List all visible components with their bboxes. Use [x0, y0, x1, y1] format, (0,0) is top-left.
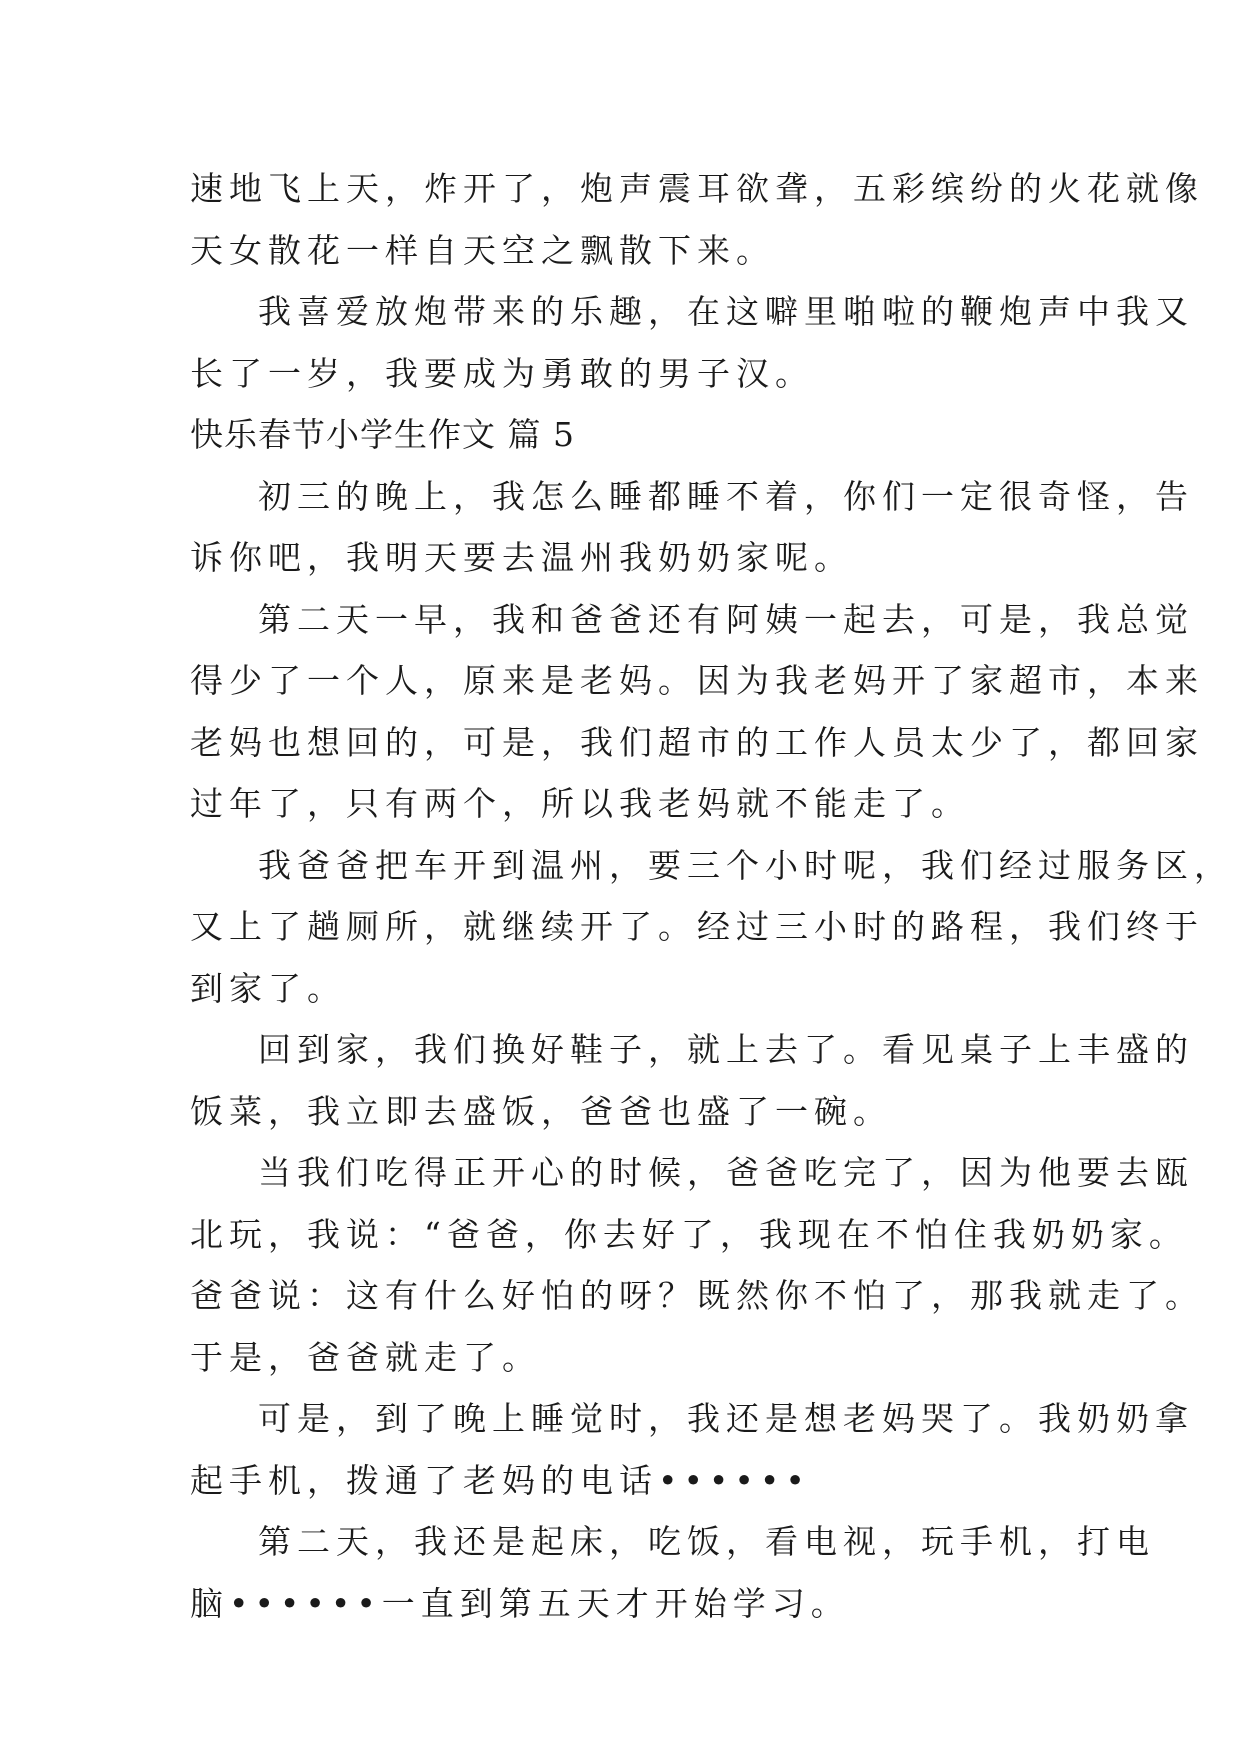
text-line: 饭菜，我立即去盛饭，爸爸也盛了一碗。 [190, 1091, 892, 1131]
text-line: 长了一岁，我要成为勇敢的男子汉。 [190, 353, 814, 393]
text-line: 天女散花一样自天空之飘散下来。 [190, 230, 775, 270]
text-line: 老妈也想回的，可是，我们超市的工作人员太少了，都回家 [190, 722, 1204, 762]
text-line: 得少了一个人，原来是老妈。因为我老妈开了家超市，本来 [190, 661, 1204, 700]
text-line: 初三的晚上，我怎么睡都睡不着，你们一定很奇怪，告 [258, 476, 1194, 516]
text-line: 第二天一早，我和爸爸还有阿姨一起去，可是，我总觉 [258, 599, 1194, 639]
text-line: 当我们吃得正开心的时候，爸爸吃完了，因为他要去瓯 [258, 1153, 1194, 1192]
text-line: 脑••••••一直到第五天才开始学习。 [190, 1583, 850, 1623]
document-body [190, 158, 1233, 1634]
text-line: 第二天，我还是起床，吃饭，看电视，玩手机，打电 [258, 1522, 1155, 1561]
section-heading: 快乐春节小学生作文 篇 5 [190, 415, 575, 454]
text-line: 北玩，我说：“爸爸，你去好了，我现在不怕住我奶奶家。 [190, 1214, 1188, 1254]
text-line: 到家了。 [190, 968, 346, 1008]
text-line: 爸爸说：这有什么好怕的呀？既然你不怕了，那我就走了。 [190, 1276, 1204, 1315]
text-line: 起手机，拨通了老妈的电话•••••• [190, 1460, 811, 1500]
text-line: 又上了趟厕所，就继续开了。经过三小时的路程，我们终于 [190, 907, 1204, 946]
text-line: 速地飞上天，炸开了，炮声震耳欲聋，五彩缤纷的火花就像 [190, 169, 1204, 208]
text-line: 回到家，我们换好鞋子，就上去了。看见桌子上丰盛的 [258, 1030, 1194, 1069]
text-line: 可是，到了晚上睡觉时，我还是想老妈哭了。我奶奶拿 [258, 1399, 1194, 1438]
text-line: 过年了，只有两个，所以我老妈就不能走了。 [190, 784, 970, 823]
text-line: 诉你吧，我明天要去温州我奶奶家呢。 [190, 538, 853, 577]
text-line: 我喜爱放炮带来的乐趣，在这噼里啪啦的鞭炮声中我又 [258, 292, 1194, 331]
text-line: 于是，爸爸就走了。 [190, 1337, 541, 1377]
text-line: 我爸爸把车开到温州，要三个小时呢，我们经过服务区， [258, 845, 1233, 885]
